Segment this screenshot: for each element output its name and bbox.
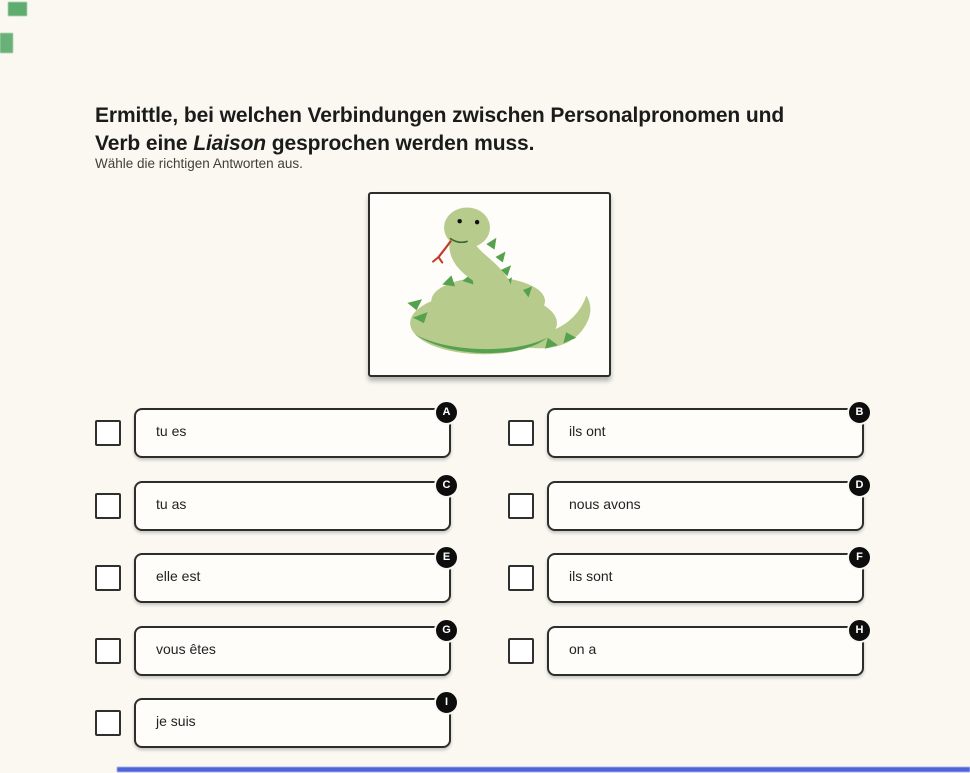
task-title-emphasis: Liaison — [193, 131, 267, 155]
answer-box-h[interactable] — [547, 626, 864, 676]
answer-box-i[interactable] — [134, 698, 451, 748]
checkbox-g[interactable] — [95, 638, 121, 664]
option-letter-badge: F — [847, 545, 872, 570]
option-row-i — [95, 698, 451, 748]
answer-label: tu es — [156, 423, 187, 439]
checkbox-h[interactable] — [508, 638, 534, 664]
answer-box-b[interactable] — [547, 408, 864, 458]
video-artifact-blue-line — [117, 767, 970, 772]
answer-box-e[interactable] — [134, 553, 451, 603]
checkbox-b[interactable] — [508, 420, 534, 446]
option-row-a — [95, 408, 451, 458]
answer-box-g[interactable] — [134, 626, 451, 676]
task-title-line1: Ermittle, bei welchen Verbindungen zwischen Personalpronomen und — [95, 104, 785, 128]
task-title-line2-tail: gesprochen werden muss. — [266, 131, 535, 155]
answer-label: tu as — [156, 496, 187, 512]
illustration-frame — [368, 192, 611, 377]
option-letter-badge: B — [847, 400, 872, 425]
checkbox-f[interactable] — [508, 565, 534, 591]
checkbox-a[interactable] — [95, 420, 121, 446]
answer-label: ils ont — [569, 423, 606, 439]
option-row-c — [95, 481, 451, 531]
answer-label: on a — [569, 641, 597, 657]
answer-box-c[interactable] — [134, 481, 451, 531]
option-letter-badge: D — [847, 473, 872, 498]
snake-illustration-icon — [378, 200, 601, 370]
option-letter-badge: C — [434, 473, 459, 498]
option-letter-badge: H — [847, 618, 872, 643]
checkbox-e[interactable] — [95, 565, 121, 591]
checkbox-c[interactable] — [95, 493, 121, 519]
video-artifact-green-top — [8, 2, 27, 16]
option-letter-badge: A — [434, 400, 459, 425]
checkbox-d[interactable] — [508, 493, 534, 519]
option-letter-badge: E — [434, 545, 459, 570]
answer-label: nous avons — [569, 496, 641, 512]
option-row-g — [95, 626, 451, 676]
option-row-d — [508, 481, 864, 531]
answer-label: vous êtes — [156, 641, 216, 657]
option-letter-badge: I — [434, 690, 459, 715]
answer-box-d[interactable] — [547, 481, 864, 531]
option-row-b — [508, 408, 864, 458]
option-letter-badge: G — [434, 618, 459, 643]
task-title — [95, 102, 905, 158]
answer-label: je suis — [156, 713, 196, 729]
checkbox-i[interactable] — [95, 710, 121, 736]
answer-label: ils sont — [569, 568, 613, 584]
task-title-line2-lead: Verb eine — [95, 131, 194, 155]
task-instruction: Wähle die richtigen Antworten aus. — [95, 156, 303, 171]
option-row-f — [508, 553, 864, 603]
option-row-h — [508, 626, 864, 676]
option-row-e — [95, 553, 451, 603]
answer-label: elle est — [156, 568, 201, 584]
answer-box-a[interactable] — [134, 408, 451, 458]
video-artifact-green-left — [0, 33, 13, 53]
answer-box-f[interactable] — [547, 553, 864, 603]
